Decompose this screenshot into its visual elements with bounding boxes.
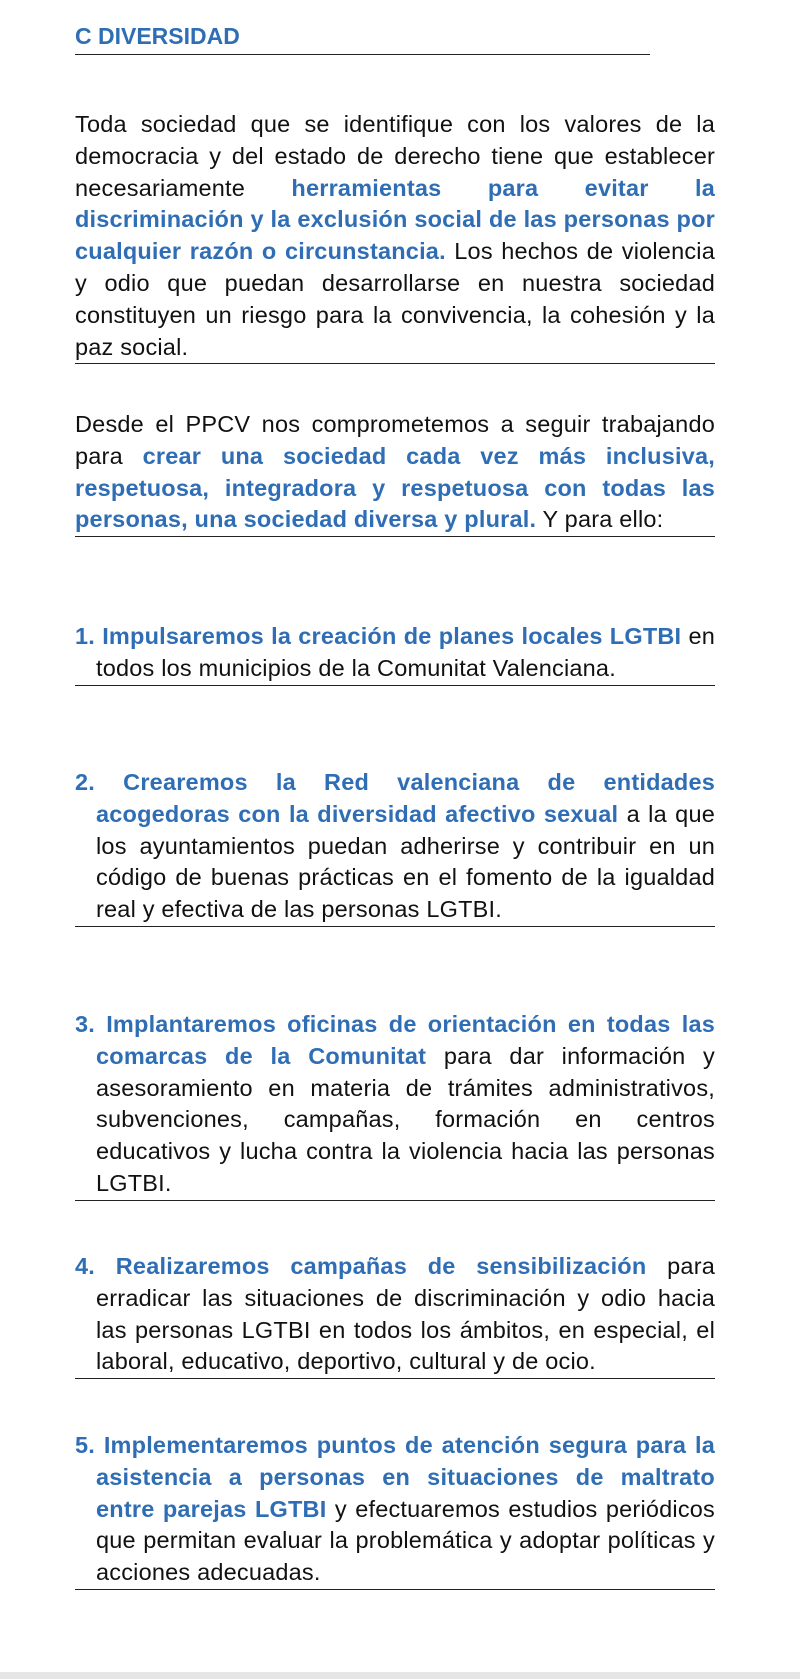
intro-highlight: herramientas para evitar la discriminación y la exclusión social de las personas por cualquier razón o circunstancia. — [75, 174, 715, 265]
item-highlight: Realizaremos campañas de sensibilización — [115, 1253, 647, 1279]
list-item-5 — [75, 1430, 715, 1590]
intro-highlight: crear una sociedad cada vez más inclusiva, respetuosa, integradora y respetuosa con todas las personas, una sociedad diversa y plural. — [75, 442, 715, 533]
item-highlight: Crearemos la Red valenciana de entidades acogedoras con la diversidad afectivo sexual — [96, 769, 715, 827]
bottom-edge-bar — [0, 1672, 800, 1679]
intro-text: Desde el PPCV nos comprometemos a seguir trabajando para — [75, 411, 715, 469]
intro-text: Toda sociedad que se identifique con los valores de la democracia y del estado de derecho tiene que establecer necesariamente — [75, 111, 715, 201]
item-number: 2. — [75, 769, 95, 795]
item-text: y efectuaremos estudios periódicos que permitan evaluar la problemática y adoptar políticas y acciones adecuadas. — [96, 1495, 715, 1586]
list-item-3 — [75, 1009, 715, 1201]
intro-paragraph-2 — [75, 409, 715, 537]
item-highlight: Implantaremos oficinas de orientación en todas las comarcas de la Comunitat — [96, 1011, 715, 1069]
list-item-1 — [75, 621, 715, 686]
item-text: a la que los ayuntamientos puedan adherirse y contribuir en un código de buenas prácticas en el fomento de la igualdad real y efectiva de las personas LGTBI. — [96, 800, 715, 923]
item-number: 4. — [75, 1253, 95, 1279]
item-number: 5. — [75, 1432, 95, 1458]
item-highlight: Impulsaremos la creación de planes locales LGTBI — [102, 623, 682, 649]
item-number: 3. — [75, 1011, 95, 1037]
item-text: para dar información y asesoramiento en materia de trámites administrativos, subvenciones, campañas, formación en centros educativos y lucha contra la violencia hacia las personas LGTBI. — [96, 1042, 715, 1196]
intro-paragraph-1 — [75, 109, 715, 364]
intro-text: Y para ello: — [536, 506, 664, 533]
item-highlight: Implementaremos puntos de atención segura para la asistencia a personas en situaciones de maltrato entre parejas LGTBI — [96, 1432, 715, 1522]
list-item-2 — [75, 767, 715, 927]
item-number: 1. — [75, 623, 95, 649]
section-title: C DIVERSIDAD — [75, 20, 650, 55]
intro-text: Los hechos de violencia y odio que puedan desarrollarse en nuestra sociedad constituyen un riesgo para la convivencia, la cohesión y la paz social. — [75, 238, 715, 360]
item-text: para erradicar las situaciones de discriminación y odio hacia las personas LGTBI en todos los ámbitos, en especial, el laboral, educativo, deportivo, cultural y de ocio. — [96, 1253, 715, 1375]
item-text: en todos los municipios de la Comunitat Valenciana. — [96, 623, 715, 681]
list-item-4 — [75, 1251, 715, 1379]
